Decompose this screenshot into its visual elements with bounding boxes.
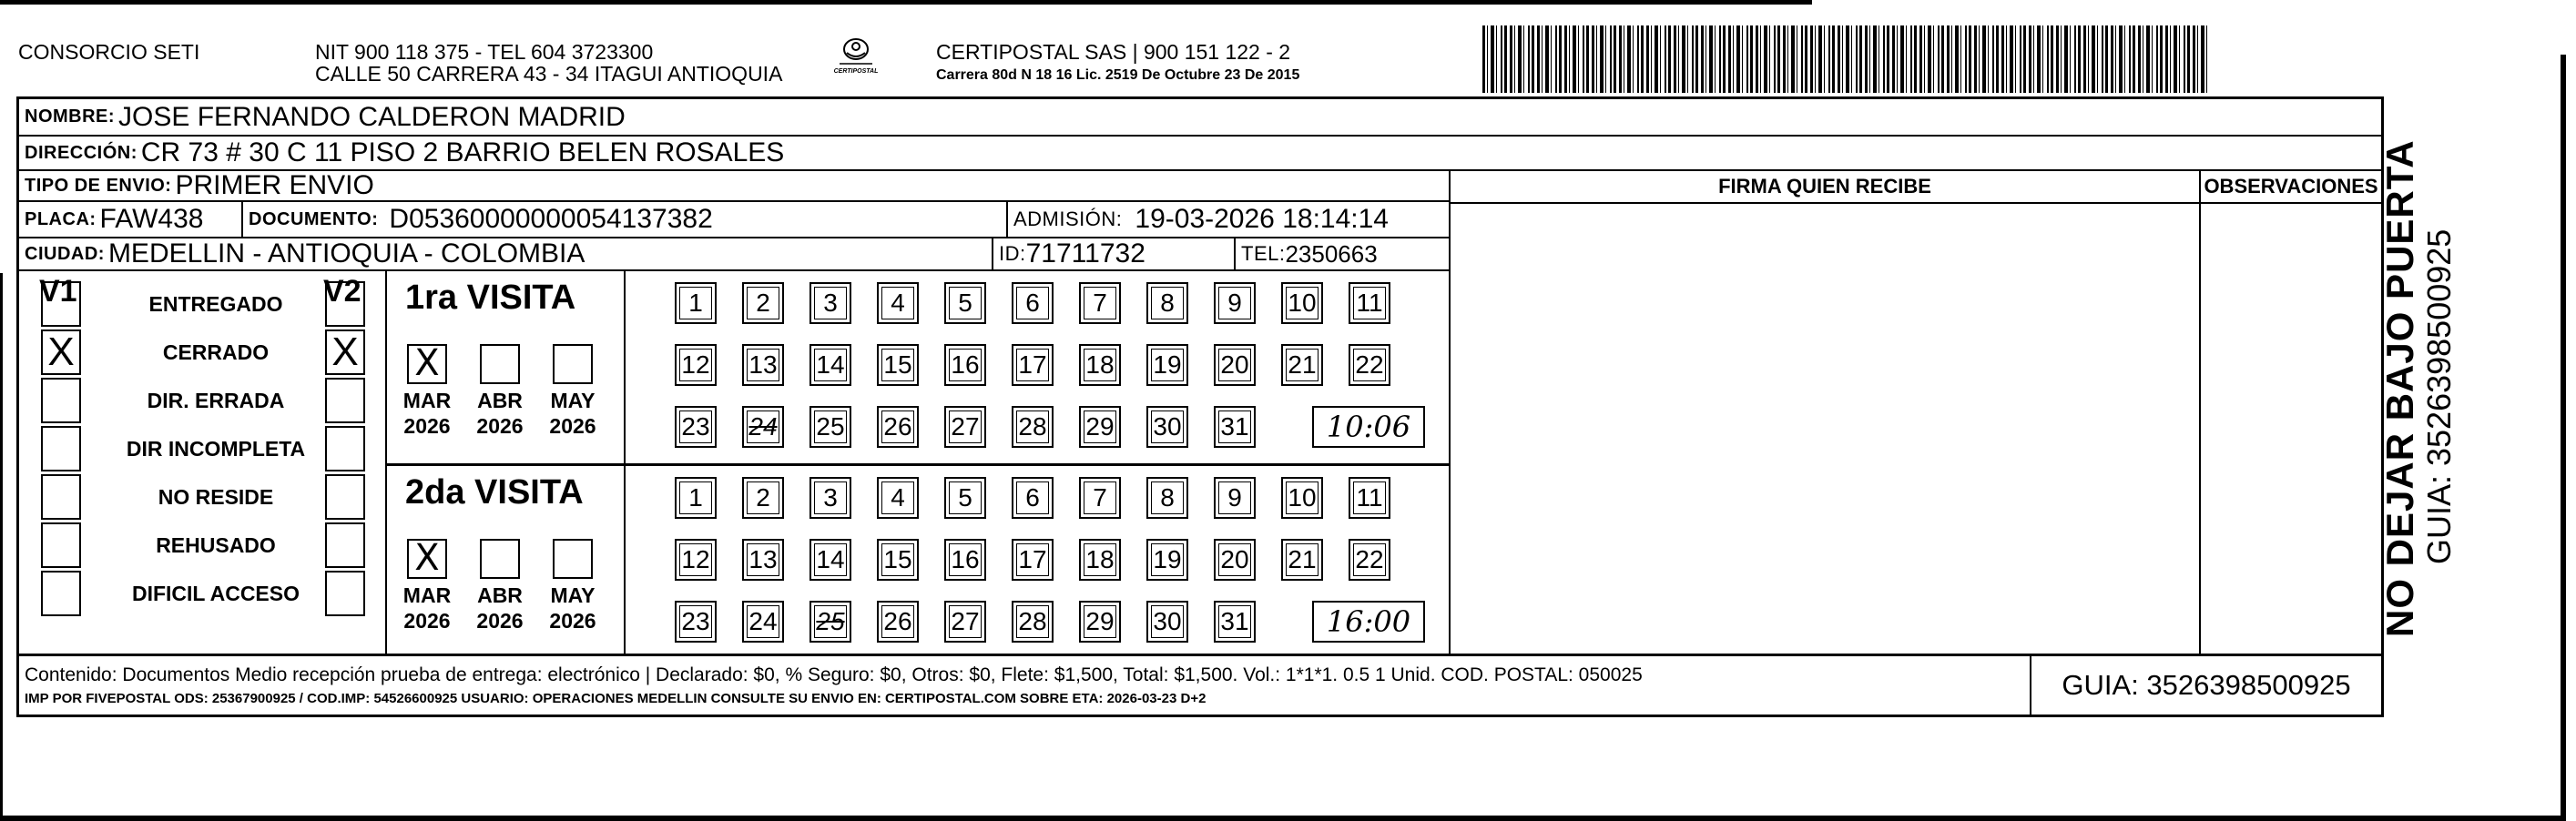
barcode [1482,25,2211,93]
v1-checkbox[interactable] [41,522,81,568]
day-box[interactable]: 29 [1079,601,1121,643]
status-label: DIR INCOMPLETA [126,437,306,461]
day-box[interactable]: 3 [809,477,851,519]
ciudad-label: CIUDAD: [25,243,105,264]
day-box[interactable]: 24 [742,406,784,448]
placa-row [19,202,1449,238]
status-right-border [385,271,387,654]
visit-title: 1ra VISITA [405,279,576,317]
month-label [473,583,527,633]
day-box[interactable]: 22 [1349,344,1390,386]
v1-label: V1 [39,274,77,309]
month-checkbox[interactable]: X [407,344,447,384]
v2-checkbox[interactable] [325,474,365,520]
month-name: MAR [402,583,452,607]
month-label [545,583,600,633]
day-box[interactable]: 16 [944,539,986,581]
v2-checkbox[interactable]: X [325,329,365,375]
month-year: 2026 [549,414,596,438]
documento-value: D05360000000054137382 [389,204,713,234]
month-year: 2026 [403,414,451,438]
address-line: CALLE 50 CARRERA 43 - 34 ITAGUI ANTIOQUIA [315,62,783,86]
firma-label: FIRMA QUIEN RECIBE [1718,175,1931,198]
month-name: MAY [550,389,596,412]
day-box[interactable]: 2 [742,282,784,324]
tipo-row [19,171,1449,202]
observaciones-area[interactable] [2201,204,2381,654]
month-year: 2026 [549,609,596,633]
day-box[interactable]: 21 [1281,539,1323,581]
day-box[interactable]: 14 [809,539,851,581]
v2-checkbox[interactable] [325,378,365,423]
tipo-label: TIPO DE ENVIO: [25,175,172,196]
nombre-row [19,99,2381,137]
v1-checkbox[interactable] [41,571,81,616]
day-box[interactable]: 11 [1349,282,1390,324]
status-label: CERRADO [162,340,270,364]
day-box[interactable]: 31 [1214,406,1256,448]
day-box[interactable]: 1 [675,477,717,519]
placa-label: PLACA: [25,208,97,229]
day-box[interactable]: 15 [877,344,919,386]
month-year: 2026 [476,414,524,438]
day-box[interactable]: 8 [1146,477,1188,519]
day-box[interactable]: 29 [1079,406,1121,448]
status-label: DIFICIL ACCESO [131,582,300,605]
day-box[interactable]: 8 [1146,282,1188,324]
status-label: DIR. ERRADA [147,389,285,412]
guide-form [16,96,2384,717]
month-label [400,388,454,439]
visit-time[interactable]: 10:06 [1312,406,1425,448]
day-box[interactable]: 25 [809,601,851,643]
day-box[interactable]: 12 [675,539,717,581]
day-box[interactable]: 18 [1079,344,1121,386]
month-checkbox[interactable] [553,539,593,579]
day-box[interactable]: 11 [1349,477,1390,519]
nombre-value: JOSE FERNANDO CALDERON MADRID [118,101,626,132]
direccion-label: DIRECCIÓN: [25,142,137,163]
month-checkbox[interactable] [480,344,520,384]
v2-label: V2 [323,274,361,309]
left-rule [0,273,3,821]
v2-checkbox[interactable] [325,522,365,568]
month-checkbox[interactable] [480,539,520,579]
day-box[interactable]: 21 [1281,344,1323,386]
month-checkbox[interactable]: X [407,539,447,579]
right-rule [2561,55,2566,821]
day-box[interactable]: 19 [1146,539,1188,581]
day-box[interactable]: 16 [944,344,986,386]
visit-time[interactable]: 16:00 [1312,601,1425,643]
id-value: 71711732 [1025,238,1145,269]
day-box[interactable]: 22 [1349,539,1390,581]
day-box[interactable]: 5 [944,477,986,519]
ciudad-value: MEDELLIN - ANTIOQUIA - COLOMBIA [107,238,585,269]
placa-value: FAW438 [99,204,204,234]
v1-checkbox[interactable]: X [41,329,81,375]
day-box[interactable]: 26 [877,406,919,448]
month-year: 2026 [476,609,524,633]
tel-value: 2350663 [1285,239,1378,268]
day-box[interactable]: 3 [809,282,851,324]
day-box[interactable]: 27 [944,406,986,448]
day-box[interactable]: 7 [1079,282,1121,324]
month-name: MAY [550,583,596,607]
day-box[interactable]: 12 [675,344,717,386]
visit-title: 2da VISITA [405,473,584,512]
firma-area[interactable] [1451,204,2199,654]
day-box[interactable]: 4 [877,282,919,324]
month-year: 2026 [403,609,451,633]
day-box[interactable]: 20 [1214,344,1256,386]
tel-label: TEL: [1241,242,1286,265]
month-name: ABR [477,583,523,607]
day-box[interactable]: 18 [1079,539,1121,581]
imp-text: IMP POR FIVEPOSTAL ODS: 25367900925 / COD.IMP: 54526600925 USUARIO: OPERACIONES MEDELLIN CONSULTE SU ENVIO EN: CERTIPOSTAL.COM SOBRE ETA: 2026-03-23 D+2 [25,691,1207,706]
direccion-row [19,137,2381,171]
day-box[interactable]: 24 [742,601,784,643]
side-guia: GUIA: 3526398500925 [2420,228,2458,564]
day-box[interactable]: 23 [675,406,717,448]
month-label [400,583,454,633]
day-box[interactable]: 4 [877,477,919,519]
day-box[interactable]: 27 [944,601,986,643]
day-box[interactable]: 28 [1012,406,1054,448]
day-box[interactable]: 25 [809,406,851,448]
footer-guia: GUIA: 3526398500925 [2062,669,2351,701]
day-box[interactable]: 15 [877,539,919,581]
day-box[interactable]: 28 [1012,601,1054,643]
documento-label: DOCUMENTO: [249,208,379,229]
v1-checkbox[interactable] [41,426,81,471]
day-box[interactable]: 9 [1214,282,1256,324]
company-name: CONSORCIO SETI [18,40,200,64]
month-checkbox[interactable] [553,344,593,384]
status-label: ENTREGADO [148,292,283,316]
v2-checkbox[interactable] [325,571,365,616]
day-box[interactable]: 6 [1012,477,1054,519]
v1-checkbox[interactable] [41,378,81,423]
day-box[interactable]: 13 [742,539,784,581]
contenido-text: Contenido: Documentos Medio recepción prueba de entrega: electrónico | Declarado: $0, % Seguro: $0, Otros: $0, Flete: $1,500, Total: $1,500. Vol.: 1*1*1. 0.5 1 Unid. COD. POSTAL: 050025 [25,664,1643,685]
nit-line: NIT 900 118 375 - TEL 604 3723300 [315,40,654,64]
day-box[interactable]: 5 [944,282,986,324]
status-label: NO RESIDE [158,485,274,509]
day-box[interactable]: 7 [1079,477,1121,519]
certipostal-logo [815,36,897,84]
day-box[interactable]: 1 [675,282,717,324]
certipostal-line: CERTIPOSTAL SAS | 900 151 122 - 2 [936,40,1291,64]
day-box[interactable]: 10 [1281,282,1323,324]
side-warning: NO DEJAR BAJO PUERTA [2378,139,2421,637]
months-right-border [624,271,626,654]
month-name: MAR [402,389,452,412]
day-box[interactable]: 13 [742,344,784,386]
month-label [545,388,600,439]
status-label: REHUSADO [156,533,276,557]
day-box[interactable]: 2 [742,477,784,519]
day-box[interactable]: 31 [1214,601,1256,643]
id-label: ID: [999,242,1026,265]
day-box[interactable]: 23 [675,601,717,643]
tipo-value: PRIMER ENVIO [175,170,374,200]
license-line: Carrera 80d N 18 16 Lic. 2519 De Octubre 23 De 2015 [936,67,1300,83]
direccion-value: CR 73 # 30 C 11 PISO 2 BARRIO BELEN ROSALES [140,137,785,167]
day-box[interactable]: 26 [877,601,919,643]
day-box[interactable]: 9 [1214,477,1256,519]
day-box[interactable]: 20 [1214,539,1256,581]
day-box[interactable]: 30 [1146,601,1188,643]
nombre-label: NOMBRE: [25,106,116,127]
ciudad-row [19,238,1449,271]
top-rule [0,0,1812,5]
day-box[interactable]: 30 [1146,406,1188,448]
day-box[interactable]: 6 [1012,282,1054,324]
day-box[interactable]: 17 [1012,344,1054,386]
bottom-rule [0,816,2566,821]
day-box[interactable]: 10 [1281,477,1323,519]
v2-checkbox[interactable] [325,426,365,471]
admision-label: ADMISIÓN: [1013,208,1123,230]
v2-checkbox[interactable] [325,281,365,327]
admision-value: 19-03-2026 18:14:14 [1135,204,1389,234]
month-name: ABR [477,389,523,412]
month-label [473,388,527,439]
v1-checkbox[interactable] [41,281,81,327]
v1-checkbox[interactable] [41,474,81,520]
footer-border [19,654,2381,656]
day-box[interactable]: 19 [1146,344,1188,386]
logo-icon [836,36,876,67]
day-box[interactable]: 14 [809,344,851,386]
day-box[interactable]: 17 [1012,539,1054,581]
visit-divider [385,463,1449,466]
logo-text: CERTIPOSTAL [833,68,879,75]
obs-label: OBSERVACIONES [2204,175,2378,198]
